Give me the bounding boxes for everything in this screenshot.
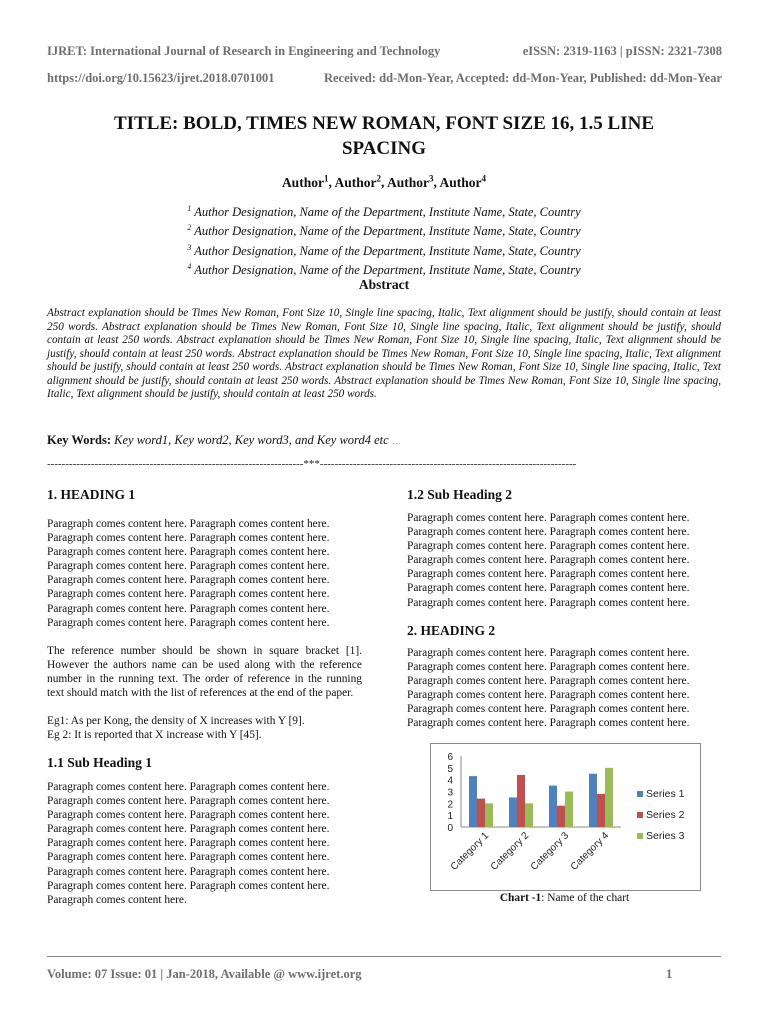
paragraph-line: Paragraph comes content here. [47, 893, 187, 906]
y-tick-label: 6 [447, 752, 453, 763]
paragraph-line: Paragraph comes content here. Paragraph comes content here. [47, 781, 330, 793]
author: Author$^4$ [439, 173, 487, 190]
journal-name: IJRET: International Journal of Research in Engineering and Technology [47, 44, 441, 58]
affiliation: $^4$ Author Designation, Name of the Department, Institute Name, State, Country [187, 262, 581, 278]
paragraph-line: Paragraph comes content here. Paragraph comes content here. [407, 675, 690, 688]
paragraph-line: Paragraph comes content here. Paragraph comes content here. [47, 837, 330, 850]
paragraph-line: Paragraph comes content here. Paragraph comes content here. [47, 865, 330, 878]
paragraph-line: Paragraph comes content here. Paragraph comes content here. [47, 532, 330, 545]
paragraph-block [47, 780, 362, 907]
affiliation: $^1$ Author Designation, Name of the Department, Institute Name, State, Country [187, 204, 581, 220]
doi-link[interactable]: https://doi.org/10.15623/ijret.2018.0701001 [47, 71, 275, 85]
paragraph-line: Paragraph comes content here. Paragraph comes content here. [407, 554, 690, 567]
title-line: TITLE: BOLD, TIMES NEW ROMAN, FONT SIZE 16, 1.5 LINE [113, 113, 655, 134]
bar-series-1 [469, 776, 477, 827]
legend-swatch [637, 812, 643, 818]
legend-swatch [637, 833, 643, 839]
y-tick-label: 3 [447, 787, 453, 799]
paper-title [60, 111, 708, 161]
y-tick-label: 5 [447, 763, 453, 775]
paragraph-line: Paragraph comes content here. Paragraph comes content here. [47, 518, 330, 530]
paragraph-line: Paragraph comes content here. Paragraph comes content here. [47, 823, 330, 836]
paragraph-line: Paragraph comes content here. Paragraph comes content here. [47, 574, 330, 587]
y-tick-label: 0 [447, 823, 453, 834]
bar-series-2 [517, 775, 525, 827]
bar-series-1 [589, 774, 597, 827]
chart [430, 743, 701, 891]
paragraph-line: Paragraph comes content here. Paragraph comes content here. [407, 582, 690, 595]
abstract-body: Abstract explanation should be Times New Roman, Font Size 10, Single line spacing, Italic, Text alignment should be justify, should contain at least 250 words. Abstract explanation should be Times New Roman, Font Size 10, Single line spacing, Italic, Text alignment should be justify, should contain at least 250 words. Abstract explanation should be Times New Roman, Font Size 10, Single line spacing, Italic, Text alignment should be justify, should contain at least 250 words. Abstract explanation should be Times New Roman, Font Size 10, Single line spacing, Italic, Text alignment should be justify, should contain at least 250 words. Abstract explanation should be Times New Roman, Font Size 10, Single line spacing, Italic, Text alignment should be justify, should contain at least 250 words. Abstract explanation should be Times New Roman, Font Size 10, Single line spacing, Italic, Text alignment should be justify, should contain at least 250 words. [47, 307, 721, 400]
author: Author$^2$ [334, 173, 381, 190]
affiliation: $^2$ Author Designation, Name of the Department, Institute Name, State, Country [187, 223, 581, 239]
y-tick-label: 1 [447, 811, 453, 823]
paragraph-line: Paragraph comes content here. Paragraph comes content here. [47, 546, 330, 559]
bar-chart [431, 744, 700, 890]
example-1: Eg1: As per Kong, the density of X increases with Y [9]. [47, 715, 305, 727]
reference-paragraph: The reference number should be shown in square bracket [1]. However the authors name can be used along with the reference number in the running text. The order of reference in the running text should match with the list of references at the end of the paper. [47, 645, 362, 700]
paragraph-line: Paragraph comes content here. Paragraph comes content here. [47, 879, 330, 892]
sub-heading-2: 1.2 Sub Heading 2 [407, 487, 513, 502]
bar-series-3 [605, 768, 613, 827]
author-list: Author$^1$, Author$^2$, Author$^3$, Author$^4$ [281, 173, 487, 190]
legend-label: Series 3 [646, 830, 685, 842]
bar-series-3 [525, 803, 533, 827]
paragraph-line: Paragraph comes content here. Paragraph comes content here. [407, 512, 690, 524]
received-dates: Received: dd-Mon-Year, Accepted: dd-Mon-Year, Published: dd-Mon-Year [323, 71, 722, 85]
paragraph-line: Paragraph comes content here. Paragraph comes content here. [407, 689, 690, 702]
paragraph-line: Paragraph comes content here. Paragraph comes content here. [47, 851, 330, 864]
title-line: SPACING [341, 138, 427, 159]
paragraph-line: Paragraph comes content here. Paragraph comes content here. [47, 809, 330, 822]
affiliation-list [0, 201, 768, 278]
page-number: 1 [666, 967, 673, 981]
bar-series-2 [597, 794, 605, 827]
y-tick-label: 2 [447, 799, 453, 811]
paragraph-line: Paragraph comes content here. Paragraph comes content here. [407, 596, 690, 609]
paragraph-line: Paragraph comes content here. Paragraph comes content here. [407, 540, 690, 553]
x-tick-label: Category 4 [568, 830, 612, 873]
legend-label: Series 2 [646, 809, 685, 821]
bar-series-3 [485, 803, 493, 827]
paragraph-block [47, 517, 362, 630]
author: Author$^1$ [281, 173, 329, 190]
bar-series-3 [565, 792, 573, 828]
heading-2: 2. HEADING 2 [407, 623, 496, 638]
sub-heading-1: 1.1 Sub Heading 1 [47, 755, 153, 770]
paragraph-line: Paragraph comes content here. Paragraph comes content here. [47, 616, 330, 629]
paragraph-line: Paragraph comes content here. Paragraph comes content here. [407, 717, 690, 730]
bar-series-2 [477, 799, 485, 827]
author: Author$^3$ [387, 173, 434, 190]
keywords-text: Key word1, Key word2, Key word3, and Key word4 etc [114, 433, 389, 447]
section-separator: ----------------------------------------------------------------------***---------------------------------------------------------------------- [47, 458, 577, 470]
paragraph-line: Paragraph comes content here. Paragraph comes content here. [47, 560, 330, 573]
bar-series-1 [509, 797, 517, 827]
affiliation: $^3$ Author Designation, Name of the Department, Institute Name, State, Country [187, 242, 581, 258]
paragraph-line: Paragraph comes content here. Paragraph comes content here. [407, 568, 690, 581]
bar-series-2 [557, 806, 565, 827]
chart-caption-label: Chart -1 [499, 892, 542, 904]
legend-label: Series 1 [646, 788, 685, 800]
x-tick-label: Category 1 [448, 830, 492, 873]
heading-1: 1. HEADING 1 [47, 487, 136, 502]
paragraph-line: Paragraph comes content here. Paragraph comes content here. [407, 661, 690, 674]
x-tick-label: Category 3 [528, 830, 572, 873]
paragraph-line: Paragraph comes content here. Paragraph comes content here. [407, 703, 690, 716]
bar-series-1 [549, 786, 557, 827]
paragraph-line: Paragraph comes content here. Paragraph comes content here. [407, 526, 690, 539]
keywords-ellipsis: … [391, 436, 401, 446]
footer-volume: Volume: 07 Issue: 01 | Jan-2018, Available @ www.ijret.org [47, 967, 362, 981]
paragraph-line: Paragraph comes content here. Paragraph comes content here. [407, 647, 690, 659]
issn: eISSN: 2319-1163 | pISSN: 2321-7308 [522, 44, 722, 58]
footer-rule [47, 956, 721, 957]
paragraph-block [407, 511, 723, 610]
keywords [47, 433, 401, 448]
paragraph-line: Paragraph comes content here. Paragraph comes content here. [47, 588, 330, 601]
paragraph-block [407, 646, 723, 731]
chart-caption [430, 892, 699, 904]
abstract-heading: Abstract [358, 277, 410, 292]
paragraph-line: Paragraph comes content here. Paragraph comes content here. [47, 795, 330, 808]
chart-caption-text: : Name of the chart [541, 892, 630, 904]
x-tick-label: Category 2 [488, 830, 532, 873]
paragraph-line: Paragraph comes content here. Paragraph comes content here. [47, 602, 330, 615]
example-2: Eg 2: It is reported that X increase with Y [45]. [47, 729, 262, 741]
y-tick-label: 4 [447, 775, 453, 787]
legend-swatch [637, 791, 643, 797]
keywords-label: Key Words: [47, 433, 112, 447]
